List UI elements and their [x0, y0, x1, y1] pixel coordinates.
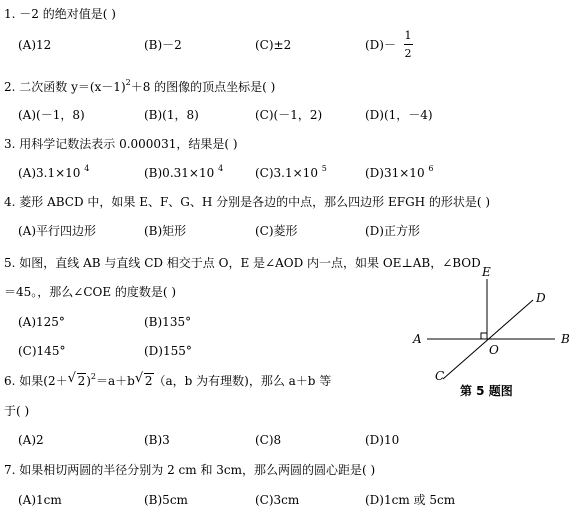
q3-option-b [144, 165, 223, 181]
question-6-stem-line1 [4, 373, 331, 389]
q7-option-b: (B)5cm [144, 493, 188, 507]
right-angle-mark [481, 333, 487, 339]
q3-option-c [255, 165, 327, 181]
question-5-stem-line1: 5. 如图，直线 AB 与直线 CD 相交于点 O，E 是∠AOD 内一点，如果 OE⊥AB，∠BOD [4, 256, 481, 270]
q2-option-a: (A)(－1，8) [18, 108, 85, 122]
q4-option-a: (A)平行四边形 [18, 224, 97, 238]
q2-option-b: (B)(1，8) [144, 108, 199, 122]
question-1-stem: 1. －2 的绝对值是( ) [4, 7, 116, 21]
figure-caption: 第 5 题图 [460, 384, 513, 398]
q6-radical-2: √ 2 [134, 371, 153, 388]
q7-option-c: (C)3cm [255, 493, 300, 507]
q1-fraction-numerator: 1 [404, 29, 412, 42]
q3-option-b-base: (B)0.31×10 [144, 166, 215, 180]
q6-radicand-1: 2 [77, 374, 86, 388]
q6-option-b: (B)3 [144, 433, 170, 447]
q1-fraction-bar [404, 44, 413, 45]
question-7-stem: 7. 如果相切两圆的半径分别为 2 cm 和 3cm，那么两圆的圆心距是( ) [4, 463, 376, 477]
q3-option-a-exp: 4 [84, 164, 90, 173]
q2-stem-part1: 2. 二次函数 y＝(x－1) [4, 80, 126, 94]
q2-stem-exponent: 2 [125, 78, 131, 87]
q3-option-d [365, 165, 434, 181]
label-b: B [561, 332, 570, 346]
q1-option-c: (C)±2 [255, 38, 292, 52]
q6-option-a: (A)2 [18, 433, 44, 447]
question-4-stem: 4. 菱形 ABCD 中，如果 E、F、G、H 分别是各边的中点，那么四边形 EFGH 的形状是( ) [4, 195, 491, 209]
q3-option-c-base: (C)3.1×10 [255, 166, 318, 180]
q3-option-c-exp: 5 [321, 164, 327, 173]
q2-stem-part2: ＋8 的图像的顶点坐标是( ) [130, 80, 276, 94]
q6-option-d: (D)10 [365, 433, 400, 447]
q4-option-b: (B)矩形 [144, 224, 187, 238]
q6-radical-1: √ 2 [67, 371, 86, 388]
q3-option-a-base: (A)3.1×10 [18, 166, 81, 180]
q6-stem-part3: ＝a＋b [96, 374, 135, 388]
q1-option-d: (D)－ [365, 38, 396, 52]
label-a: A [413, 332, 422, 346]
question-6-stem-line2: 于( ) [4, 404, 30, 418]
q1-option-b: (B)－2 [144, 38, 182, 52]
q1-fraction-denominator: 2 [404, 47, 412, 60]
label-c: C [435, 369, 445, 383]
label-e: E [482, 265, 491, 279]
q5-option-a: (A)125° [18, 315, 65, 329]
q7-option-a: (A)1cm [18, 493, 62, 507]
q6-stem-part2: ) [86, 374, 91, 388]
q3-option-d-exp: 6 [428, 164, 434, 173]
q4-option-c: (C)菱形 [255, 224, 298, 238]
q3-option-a [18, 165, 89, 181]
label-o: O [489, 343, 499, 357]
q2-option-c: (C)(－1，2) [255, 108, 323, 122]
q4-option-d: (D)正方形 [365, 224, 420, 238]
q5-option-b: (B)135° [144, 315, 192, 329]
q5-option-d: (D)155° [144, 344, 192, 358]
question-2-stem [4, 79, 275, 95]
q6-stem-part4: （a，b 为有理数)，那么 a＋b 等 [153, 374, 332, 388]
q2-option-d: (D)(1，－4) [365, 108, 433, 122]
q1-option-a: (A)12 [18, 38, 52, 52]
q6-stem-exponent: 2 [90, 372, 97, 381]
q7-option-d: (D)1cm 或 5cm [365, 493, 456, 507]
q6-radicand-2: 2 [144, 374, 153, 388]
question-5-stem-line2: ＝45。，那么∠COE 的度数是( ) [4, 285, 177, 299]
q6-option-c: (C)8 [255, 433, 282, 447]
q5-option-c: (C)145° [18, 344, 66, 358]
q3-option-d-base: (D)31×10 [365, 166, 425, 180]
q6-stem-part1: 6. 如果(2＋ [4, 374, 68, 388]
question-3-stem: 3. 用科学记数法表示 0.000031，结果是( ) [4, 137, 238, 151]
q3-option-b-exp: 4 [218, 164, 224, 173]
label-d: D [536, 291, 546, 305]
